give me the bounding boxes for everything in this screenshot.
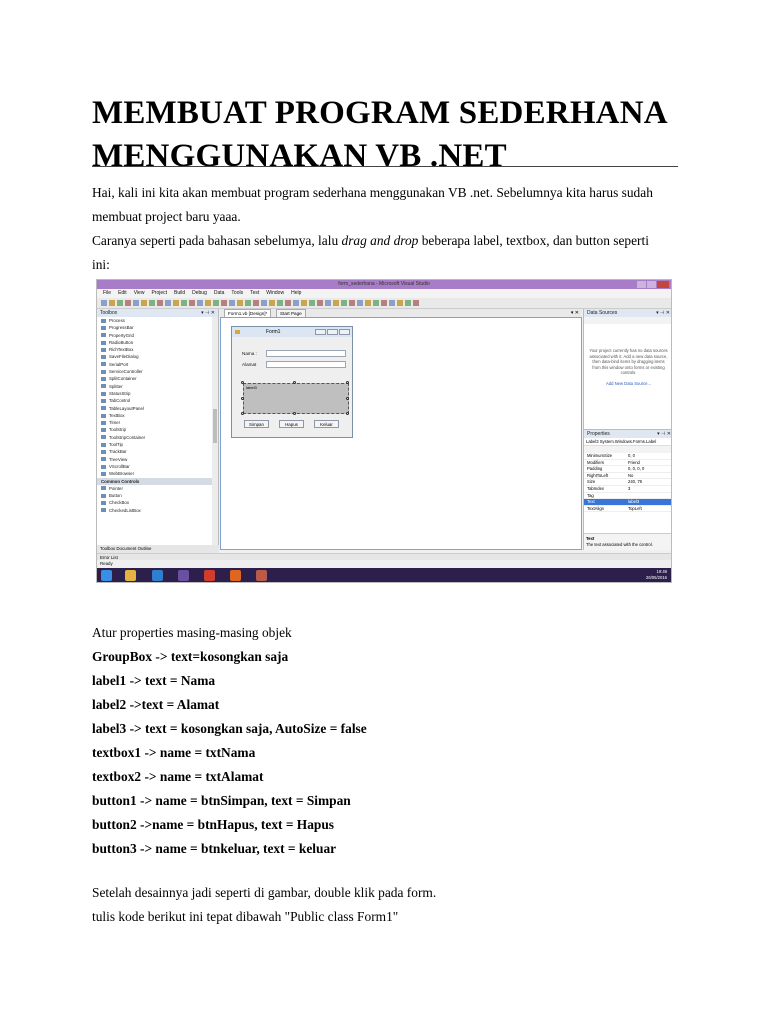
property-row: Tag [584, 493, 672, 500]
toolbox-item-label: TreeView [109, 456, 128, 462]
menu-item: Data [213, 290, 225, 296]
property-row: Size 240, 79 [584, 479, 672, 486]
menu-item: Build [174, 290, 186, 296]
toolbar-icon [301, 300, 307, 306]
toolbar-icon [317, 300, 323, 306]
vs-toolbar [97, 298, 671, 309]
toolbar-icon [237, 300, 243, 306]
toolbox-item [101, 463, 218, 470]
system-clock: 19:49 26/05/2016 [646, 569, 667, 580]
property-instruction: label2 ->text = Alamat [92, 697, 220, 712]
right-panes: Data Sources ▾ ⊣ ✕ Your project currently has no data sources associated with it. Add a new data source, then data-bind items by dragging items from this window onto forms or existing controls. Add New Data Source... Properties ▾ ⊣ ✕ Label3 System.Windows.Forms.Label MinimumSize 0, 0 Modifiers Friend Padding 0, 0, 0, 0 RightToLeft No Size 240, 79 TabIndex 3 Tag Text label3 TextAlign TopLeft Text The text associated with the control. [583, 309, 672, 550]
control-icon [101, 450, 106, 454]
toolbox-pane: Toolbox ▾ ⊣ ✕ Process ProgressBar PropertyGrid RadioButton RichTextBox SaveFileDialog SerialPort ServiceController SplitContainer Splitter StatusStrip TabControl TableLayoutPanel TextBox Timer ToolStrip ToolStripContainer ToolTip TrackBar TreeView VScrollBar WebBrowser Common Controls Pointer Button CheckBox CheckedListBox [97, 309, 219, 545]
toolbar-icon [269, 300, 275, 306]
toolbox-list [97, 317, 218, 514]
property-description: Text The text associated with the control. [584, 533, 672, 550]
property-instruction: textbox1 -> name = txtNama [92, 745, 256, 760]
toolbox-item [101, 499, 218, 506]
properties-grid [584, 453, 672, 512]
toolbar-icon [109, 300, 115, 306]
intro-line-3: Caranya seperti pada bahasan sebelumya, lalu drag and drop beberapa label, textbox, dan button seperti [92, 233, 649, 248]
toolbox-scrollbar [212, 317, 218, 545]
toolbar-icon [189, 300, 195, 306]
toolbox-item [101, 456, 218, 463]
toolbox-item [101, 507, 218, 514]
property-instruction: label1 -> text = Nama [92, 673, 216, 688]
control-icon [101, 414, 106, 418]
toolbox-item-label: TrackBar [109, 449, 127, 455]
toolbox-item-label: Common Controls [101, 478, 140, 484]
properties-pane: Properties ▾ ⊣ ✕ Label3 System.Windows.Forms.Label MinimumSize 0, 0 Modifiers Friend Padding 0, 0, 0, 0 RightToLeft No Size 240, 79 TabIndex 3 Tag Text label3 TextAlign TopLeft Text The text associated with the control. [584, 429, 672, 550]
toolbox-item [101, 426, 218, 433]
outro-line-1: Setelah desainnya jadi seperti di gambar, double klik pada form. [92, 885, 437, 900]
toolbar-icon [125, 300, 131, 306]
control-icon [101, 457, 106, 461]
toolbox-item-label: CheckBox [109, 500, 130, 506]
toolbox-item-label: TextBox [109, 412, 125, 418]
toolbox-item-label: SaveFileDialog [109, 354, 139, 360]
toolbox-item [101, 405, 218, 412]
toolbox-item [101, 441, 218, 448]
control-icon [101, 465, 106, 469]
control-icon [101, 472, 106, 476]
menu-item: View [133, 290, 145, 296]
menu-item: Help [291, 290, 302, 296]
form-label-nama: Nama : [242, 351, 257, 356]
toolbar-icon [389, 300, 395, 306]
toolbox-item-label: SplitContainer [109, 376, 137, 382]
toolbar-icon [349, 300, 355, 306]
control-icon [101, 428, 106, 432]
vs-title-bar [97, 280, 671, 289]
form1-window [231, 326, 353, 438]
minimize-icon [637, 281, 646, 288]
toolbar-icon [157, 300, 163, 306]
control-icon [101, 406, 106, 410]
toolbox-item [101, 368, 218, 375]
toolbox-group [97, 478, 218, 485]
toolbox-item [101, 346, 218, 353]
form-textbox-alamat [266, 361, 346, 368]
data-sources-title: Data Sources [587, 310, 618, 316]
toolbox-item [101, 492, 218, 499]
property-instruction: GroupBox -> text=kosongkan saja [92, 649, 289, 664]
property-row: Modifiers Friend [584, 460, 672, 467]
control-icon [101, 443, 106, 447]
toolbar-icon [277, 300, 283, 306]
control-icon [101, 494, 106, 498]
toolbox-bottom-tabs: Toolbox Document Outline [97, 545, 219, 553]
toolbox-item [101, 419, 218, 426]
toolbox-item [101, 470, 218, 477]
form-label-alamat: Alamat [242, 362, 257, 367]
control-icon [101, 501, 106, 505]
toolbox-item [101, 383, 218, 390]
toolbar-icon [173, 300, 179, 306]
form-icon [235, 330, 240, 334]
toolbar-icon [205, 300, 211, 306]
control-icon [101, 341, 106, 345]
toolbox-item-label: VScrollBar [109, 463, 130, 469]
add-data-source-link: Add New Data Source... [606, 380, 651, 386]
ie-icon [152, 570, 163, 581]
toolbox-item [101, 434, 218, 441]
menu-item: File [103, 290, 112, 296]
property-instruction: button2 ->name = btnHapus, text = Hapus [92, 817, 335, 832]
toolbox-item-label: Pointer [109, 485, 123, 491]
toolbox-item-label: Process [109, 318, 125, 323]
toolbar-icon [285, 300, 291, 306]
control-icon [101, 392, 106, 396]
control-icon [101, 362, 106, 366]
control-icon [101, 355, 106, 359]
toolbox-item [101, 324, 218, 331]
menu-item: Edit [118, 290, 127, 296]
toolbox-item-label: Button [109, 493, 122, 499]
toolbox-item-label: StatusStrip [109, 390, 131, 396]
toolbar-icon [333, 300, 339, 306]
toolbox-item [101, 361, 218, 368]
toolbar-icon [381, 300, 387, 306]
form1-title: Form1 [266, 329, 281, 335]
toolbar-icon [373, 300, 379, 306]
menu-item: Test [250, 290, 260, 296]
toolbox-item-label: RichTextBox [109, 347, 134, 353]
toolbox-item-label: Timer [109, 420, 121, 426]
control-icon [101, 319, 106, 323]
control-icon [101, 377, 106, 381]
group-label: label3 [246, 385, 257, 390]
form-textbox-nama [266, 350, 346, 357]
tab-form1-design: Form1.vb [Design]* [224, 309, 271, 317]
title-underline [92, 166, 678, 167]
property-instruction: button3 -> name = btnkeluar, text = keluar [92, 841, 337, 856]
toolbox-item [101, 448, 218, 455]
control-icon [101, 421, 106, 425]
maximize-icon [647, 281, 656, 288]
toolbox-item-label: CheckedListBox [109, 507, 141, 513]
toolbar-icon [253, 300, 259, 306]
firefox-icon [230, 570, 241, 581]
toolbar-icon [357, 300, 363, 306]
toolbox-item-label: ProgressBar [109, 325, 134, 331]
toolbar-icon [133, 300, 139, 306]
control-icon [101, 384, 106, 388]
status-bar: Ready [97, 560, 671, 568]
toolbar-icon [325, 300, 331, 306]
toolbox-title: Toolbox [100, 310, 118, 316]
toolbox-item [101, 353, 218, 360]
outro-line-2: tulis kode berikut ini tepat dibawah "Public class Form1" [92, 909, 399, 924]
toolbox-item [101, 485, 218, 492]
toolbox-item-label: PropertyGrid [109, 332, 134, 338]
toolbar-icon [245, 300, 251, 306]
toolbar-icon [221, 300, 227, 306]
toolbar-icon [365, 300, 371, 306]
toolbar-icon [413, 300, 419, 306]
opera-icon [204, 570, 215, 581]
toolbox-item-label: ToolTip [109, 442, 123, 448]
intro-line-1: Hai, kali ini kita akan membuat program sederhana menggunakan VB .net. Sebelumnya kita harus sudah [92, 185, 653, 200]
form-button-simpan: Simpan [244, 420, 269, 428]
visual-studio-icon [178, 570, 189, 581]
property-instruction: label3 -> text = kosongkan saja, AutoSize = false [92, 721, 367, 736]
toolbar-icon [261, 300, 267, 306]
control-icon [101, 370, 106, 374]
property-row: Text label3 [584, 499, 672, 506]
control-icon [101, 348, 106, 352]
properties-intro: Atur properties masing-masing objek [92, 625, 292, 640]
control-icon [101, 333, 106, 337]
form-button-hapus: Hapus [279, 420, 304, 428]
toolbar-icon [181, 300, 187, 306]
toolbox-item [101, 317, 218, 324]
toolbox-item-label: ToolStripContainer [109, 434, 146, 440]
toolbox-item [101, 390, 218, 397]
property-row: TextAlign TopLeft [584, 506, 672, 513]
form-button-keluar: Keluar [314, 420, 339, 428]
properties-title: Properties [587, 431, 610, 437]
vs-menu-bar [97, 289, 671, 298]
toolbox-item-label: ToolStrip [109, 427, 127, 433]
toolbar-icon [213, 300, 219, 306]
toolbar-icon [165, 300, 171, 306]
close-icon [657, 281, 669, 288]
toolbox-item-label: SerialPort [109, 361, 129, 367]
property-row: TabIndex 3 [584, 486, 672, 493]
toolbar-icon [229, 300, 235, 306]
toolbar-icon [293, 300, 299, 306]
control-icon [101, 486, 106, 490]
start-icon [101, 570, 112, 581]
toolbox-item [101, 375, 218, 382]
document-area: Form1.vb [Design]* Start Page ▾ ✕ Form1 Nama : Alamat label3 Simpan Hapus Keluar [220, 309, 582, 550]
toolbox-item [101, 412, 218, 419]
toolbar-icon [141, 300, 147, 306]
intro-line-2: membuat project baru yaaa. [92, 209, 241, 224]
form-designer [220, 317, 582, 550]
control-icon [101, 399, 106, 403]
app-icon [256, 570, 267, 581]
windows-taskbar [97, 568, 671, 583]
page-title: MEMBUAT PROGRAM SEDERHANA MENGGUNAKAN VB .NET [92, 95, 666, 174]
toolbox-item-label: TabControl [109, 398, 131, 404]
toolbar-icon [309, 300, 315, 306]
toolbox-item-label: WebBrowser [109, 471, 135, 477]
toolbar-icon [405, 300, 411, 306]
toolbox-item [101, 339, 218, 346]
data-sources-message: Your project currently has no data sources associated with it. Add a new data source, then data-bind items by dragging items from this window onto forms or existing controls. [589, 348, 668, 376]
control-icon [101, 435, 106, 439]
menu-item: Debug [192, 290, 207, 296]
toolbar-icon [397, 300, 403, 306]
control-icon [101, 508, 106, 512]
drag-and-drop-emphasis: drag and drop [341, 233, 419, 248]
properties-object-selector: Label3 System.Windows.Forms.Label [584, 438, 672, 446]
control-icon [101, 326, 106, 330]
menu-item: Project [151, 290, 167, 296]
toolbox-item-label: RadioButton [109, 339, 134, 345]
property-row: Padding 0, 0, 0, 0 [584, 466, 672, 473]
toolbar-icon [101, 300, 107, 306]
menu-item: Tools [231, 290, 244, 296]
property-row: MinimumSize 0, 0 [584, 453, 672, 460]
visual-studio-screenshot [96, 279, 672, 583]
menu-item: Window [266, 290, 285, 296]
property-instruction: textbox2 -> name = txtAlamat [92, 769, 264, 784]
toolbox-item-label: ServiceController [109, 369, 143, 375]
toolbar-icon [341, 300, 347, 306]
vs-window-title: form_sederhana - Microsoft Visual Studio [338, 281, 430, 287]
toolbox-item [101, 332, 218, 339]
form-groupbox [243, 383, 349, 414]
toolbar-icon [117, 300, 123, 306]
intro-line-4: ini: [92, 257, 110, 272]
toolbar-icon [149, 300, 155, 306]
file-explorer-icon [125, 570, 136, 581]
toolbox-item-label: TableLayoutPanel [109, 405, 144, 411]
property-row: RightToLeft No [584, 473, 672, 480]
toolbar-icon [197, 300, 203, 306]
tab-start-page: Start Page [276, 309, 306, 317]
toolbox-item [101, 397, 218, 404]
property-instruction: button1 -> name = btnSimpan, text = Simpan [92, 793, 351, 808]
error-list-tab: Error List [97, 553, 671, 560]
toolbox-item-label: Splitter [109, 383, 123, 389]
